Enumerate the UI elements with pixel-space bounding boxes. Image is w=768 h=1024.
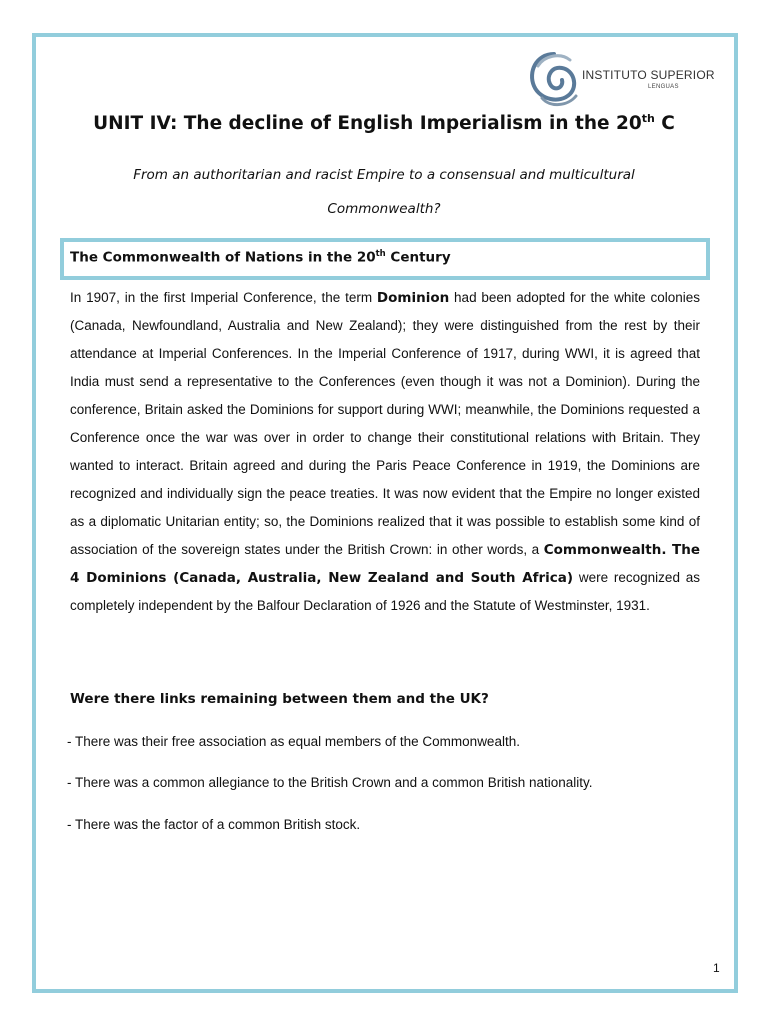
page-number: 1 — [713, 961, 720, 975]
section-title-end: Century — [385, 249, 451, 266]
title-main: UNIT IV: The decline of English Imperialism in the 20 — [93, 113, 642, 135]
logo-swirl-icon — [524, 46, 584, 110]
institute-logo — [524, 46, 715, 110]
page-subtitle: From an authoritarian and racist Empire to a consensual and multicultural Commonwealth? — [133, 167, 635, 217]
page-title — [0, 112, 768, 134]
section-title-main: The Commonwealth of Nations in the 20 — [70, 249, 376, 266]
logo-subtitle: LENGUAS — [648, 84, 679, 90]
para-bold-commonwealth: Commonwealth. The 4 Dominions (Canada, Australia, New Zealand and South Africa) — [70, 542, 700, 586]
para-text-3: were recognized as completely independent by the Balfour Declaration of 1926 and the Statute of Westminster, 1931. — [70, 570, 700, 613]
section-title — [70, 249, 451, 266]
section-header-box — [60, 238, 710, 280]
bullet-item: - There was their free association as equal members of the Commonwealth. — [67, 734, 520, 749]
bullet-item: - There was a common allegiance to the British Crown and a common British nationality. — [67, 775, 593, 790]
section-title-sup: th — [375, 249, 386, 259]
para-bold-dominion: Dominion — [376, 290, 450, 306]
bullet-item: - There was the factor of a common British stock. — [67, 817, 361, 832]
logo-name: INSTITUTO SUPERIOR — [582, 68, 715, 82]
para-text-2: had been adopted for the white colonies (Canada, Newfoundland, Australia and New Zealand); they were distinguished from the rest by their attendance at Imperial Conferences. In the Imperial Conference of 1917, during WWI, it is agreed that India must send a representative to the Conferences (even though it was not a Dominion). During the conference, Britain asked the Dominions for support during WWI; meanwhile, the Dominions requested a Conference once the war was over in order to change their constitutional relations with Britain. They wanted to interact. Britain agreed and during the Paris Peace Conference in 1919, the Dominions are recognized and individually sign the peace treaties. It was now evident that the Empire no longer existed as a diplomatic Unitarian entity; so, the Dominions realized that it was possible to establish some kind of association of the sovereign states under the British Crown: in other words, a — [70, 290, 700, 557]
title-sup: th — [641, 112, 655, 125]
para-text-1: In 1907, in the first Imperial Conference, the term — [70, 290, 377, 305]
title-end: C — [654, 113, 675, 135]
question-heading: Were there links remaining between them and the UK? — [70, 691, 489, 707]
body-paragraph — [70, 284, 700, 620]
